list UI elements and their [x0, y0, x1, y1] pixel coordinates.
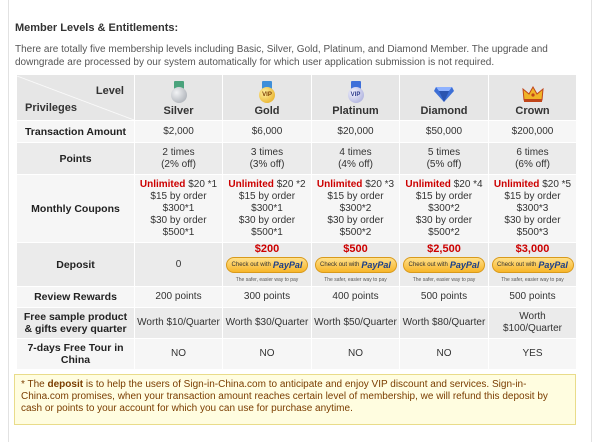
row-label: Monthly Coupons — [17, 175, 135, 243]
coupon-line: $500*2 — [339, 226, 372, 238]
level-name: Crown — [515, 104, 550, 117]
coupon-value: $20 *2 — [276, 178, 306, 190]
table-cell — [223, 175, 312, 243]
table-cell: 400 points — [312, 287, 400, 308]
row-label: Transaction Amount — [17, 121, 135, 143]
table-cell — [400, 175, 489, 243]
silver-medal-icon — [170, 81, 188, 103]
crown-icon — [522, 85, 544, 103]
coupon-line: $30 by order — [415, 214, 473, 226]
table-cell: $2,000 — [135, 121, 223, 143]
vip-label: VIP — [262, 91, 272, 98]
paypal-tagline: The safer, easier way to pay — [235, 277, 299, 283]
table-cell — [312, 175, 400, 243]
level-name: Platinum — [332, 104, 379, 117]
points-discount: (6% off) — [515, 158, 550, 170]
unlimited-label: Unlimited — [316, 178, 363, 190]
coupon-line: $500*1 — [251, 226, 283, 238]
level-header-row — [17, 75, 577, 121]
table-cell: Worth $80/Quarter — [400, 308, 489, 339]
table-cell: $6,000 — [223, 121, 312, 143]
table-cell — [223, 143, 312, 175]
table-cell: NO — [400, 339, 489, 370]
table-cell — [312, 143, 400, 175]
coupon-value: $20 *1 — [188, 178, 218, 190]
table-cell — [489, 243, 577, 287]
table-cell: Worth $10/Quarter — [135, 308, 223, 339]
table-cell: 500 points — [400, 287, 489, 308]
coupon-line: $300*1 — [251, 202, 283, 214]
sample-worth: Worth — [519, 311, 546, 322]
row-label: Points — [17, 143, 135, 175]
deposit-row — [17, 243, 577, 287]
coupon-line: $300*2 — [339, 202, 372, 214]
points-discount: (4% off) — [338, 158, 373, 170]
row-label: Deposit — [17, 243, 135, 287]
coupon-line: $300*1 — [162, 202, 195, 214]
note-bold: deposit — [47, 379, 84, 390]
section-title: Member Levels & Entitlements: — [15, 22, 179, 34]
corner-cell — [17, 75, 135, 121]
points-row — [17, 143, 577, 175]
deposit-note — [14, 374, 576, 425]
row-label: Free sample product & gifts every quarter — [17, 308, 135, 339]
coupon-line: $15 by order — [150, 190, 207, 202]
deposit-amount: $200 — [254, 243, 280, 255]
table-cell: $200,000 — [489, 121, 577, 143]
coupon-line: $500*1 — [162, 226, 195, 238]
coupon-line: $30 by order — [327, 214, 384, 226]
unlimited-label: Unlimited — [405, 178, 451, 190]
gold-vip-medal-icon — [258, 81, 276, 103]
coupon-line: $500*3 — [516, 226, 549, 238]
table-cell: NO — [135, 339, 223, 370]
table-cell: Worth $50/Quarter — [312, 308, 400, 339]
coupon-line: $500*2 — [428, 226, 460, 238]
points-times: 4 times — [339, 146, 372, 158]
coupon-line: $15 by order — [415, 190, 473, 202]
table-cell — [135, 143, 223, 175]
row-label: Review Rewards — [17, 287, 135, 308]
coupon-line: $15 by order — [238, 190, 296, 202]
points-times: 6 times — [516, 146, 549, 158]
level-gold — [223, 75, 312, 121]
table-cell — [223, 243, 312, 287]
note-text: is to help the users of Sign-in-China.com to anticipate and enjoy VIP discount and services. Sign-in-China.com promises, when your transaction amount reaches certain level of membership, we will refund this deposit by cash or points to your account for which you can use for purchase anytime. — [21, 379, 548, 414]
section-intro: There are totally five membership levels including Basic, Silver, Gold, Platinum, and Diamond Member. The upgrade and downgrade are processed by our system automatically for which user application submission is not required. — [15, 44, 548, 68]
table-cell: 500 points — [489, 287, 577, 308]
table-cell — [400, 143, 489, 175]
paypal-logo: PayPal — [449, 260, 480, 270]
paypal-logo: PayPal — [361, 260, 391, 270]
deposit-amount: $3,000 — [515, 243, 550, 255]
level-name: Diamond — [420, 104, 468, 117]
points-times: 2 times — [162, 146, 195, 158]
privileges-heading: Privileges — [25, 101, 77, 114]
table-cell: NO — [312, 339, 400, 370]
sample-value: $100/Quarter — [503, 323, 562, 334]
table-cell — [400, 243, 489, 287]
review-row — [17, 287, 577, 308]
samples-row — [17, 308, 577, 339]
points-discount: (3% off) — [249, 158, 285, 170]
points-discount: (5% off) — [426, 158, 462, 170]
row-label: 7-days Free Tour in China — [17, 339, 135, 370]
level-heading: Level — [95, 84, 124, 97]
level-name: Gold — [254, 104, 280, 117]
deposit-amount: $2,500 — [427, 243, 461, 255]
coupon-line: $300*2 — [428, 202, 460, 214]
coupons-row — [17, 175, 577, 243]
tour-row — [17, 339, 577, 370]
coupon-line: $15 by order — [504, 190, 561, 202]
level-silver — [135, 75, 223, 121]
level-crown — [489, 75, 577, 121]
table-cell: 300 points — [223, 287, 312, 308]
level-name: Silver — [163, 104, 194, 117]
coupon-line: $300*3 — [516, 202, 549, 214]
paypal-checkout-button[interactable] — [492, 257, 574, 273]
platinum-vip-medal-icon — [347, 81, 365, 103]
table-cell: $50,000 — [400, 121, 489, 143]
table-cell: YES — [489, 339, 577, 370]
unlimited-label: Unlimited — [139, 178, 186, 190]
paypal-checkout-label: Check out with — [408, 262, 448, 268]
table-cell — [135, 175, 223, 243]
paypal-checkout-button[interactable] — [315, 257, 397, 273]
diamond-vip-icon — [433, 83, 455, 103]
coupon-value: $20 *4 — [453, 178, 483, 190]
paypal-checkout-button[interactable] — [403, 257, 485, 273]
transaction-row — [17, 121, 577, 143]
unlimited-label: Unlimited — [228, 178, 274, 190]
table-cell — [489, 308, 577, 339]
paypal-tagline: The safer, easier way to pay — [501, 277, 564, 283]
deposit-amount: $500 — [343, 243, 368, 255]
unlimited-label: Unlimited — [493, 178, 540, 190]
level-platinum — [312, 75, 400, 121]
points-times: 3 times — [250, 146, 284, 158]
note-prefix: * The — [21, 379, 48, 390]
table-cell: 200 points — [135, 287, 223, 308]
level-diamond — [400, 75, 489, 121]
coupon-line: $15 by order — [327, 190, 384, 202]
membership-table — [16, 74, 577, 370]
coupon-line: $30 by order — [238, 214, 296, 226]
coupon-line: $30 by order — [150, 214, 207, 226]
paypal-checkout-label: Check out with — [231, 262, 271, 268]
paypal-logo: PayPal — [272, 260, 303, 270]
paypal-checkout-label: Check out with — [497, 262, 537, 268]
table-cell — [489, 143, 577, 175]
coupon-line: $30 by order — [504, 214, 561, 226]
paypal-logo: PayPal — [538, 260, 568, 270]
paypal-checkout-button[interactable] — [226, 257, 308, 273]
table-cell: Worth $30/Quarter — [223, 308, 312, 339]
paypal-checkout-label: Check out with — [320, 262, 360, 268]
coupon-value: $20 *5 — [542, 178, 572, 190]
paypal-tagline: The safer, easier way to pay — [324, 277, 387, 283]
points-discount: (2% off) — [161, 158, 196, 170]
points-times: 5 times — [427, 146, 461, 158]
table-cell: NO — [223, 339, 312, 370]
paypal-tagline: The safer, easier way to pay — [412, 277, 476, 283]
table-cell — [312, 243, 400, 287]
table-cell: $20,000 — [312, 121, 400, 143]
vip-label: VIP — [350, 91, 361, 98]
table-cell — [489, 175, 577, 243]
table-cell: 0 — [135, 243, 223, 287]
coupon-value: $20 *3 — [365, 178, 395, 190]
